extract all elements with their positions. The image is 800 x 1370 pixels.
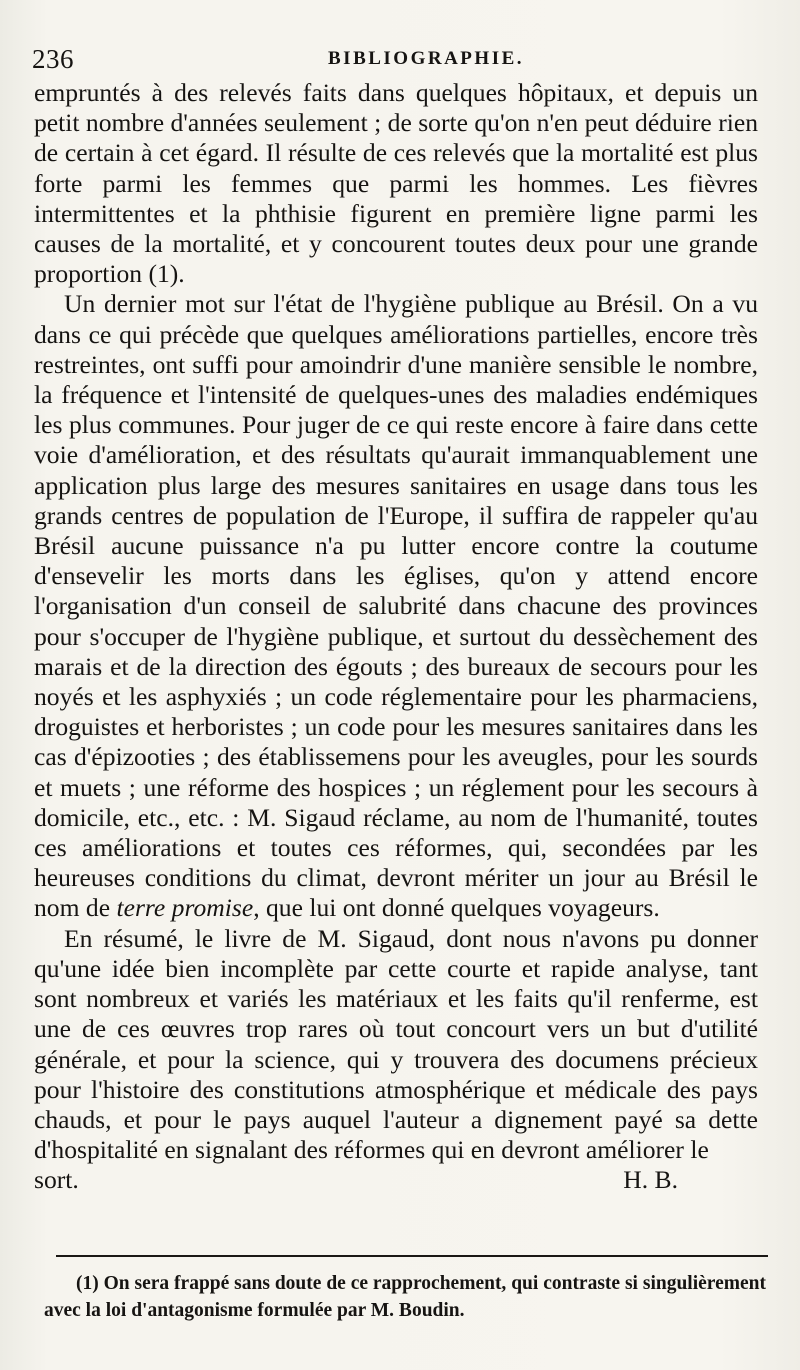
- closing-row: [34, 1165, 758, 1195]
- paragraph-1: empruntés à des relevés faits dans quelques hôpitaux, et depuis un petit nombre d'années seulement ; de sorte qu'on n'en peut déduire rien de certain à cet égard. Il résulte de ces relevés que la mortalité est plus forte parmi les femmes que parmi les hommes. Les fièvres intermittentes et la phthisie figurent en première ligne parmi les causes de la mortalité, et y concourent toutes deux pour une grande proportion (1).: [34, 78, 758, 289]
- paragraph-2: [34, 289, 758, 923]
- page-header: [32, 38, 764, 78]
- paragraph-2-end: , que lui ont donné quelques voyageurs.: [253, 893, 660, 923]
- signature: H. B.: [623, 1165, 678, 1195]
- closing-word: sort.: [34, 1165, 79, 1195]
- footnote-divider: [56, 1255, 768, 1257]
- page-number: 236: [32, 44, 74, 74]
- paragraph-2-text: Un dernier mot sur l'état de l'hygiène publique au Brésil. On a vu dans ce qui précède que quelques améliorations partielles, encore très restreintes, ont suffi pour amoindrir d'une manière sensible le nombre, la fréquence et l'intensité de quelques-unes des maladies endémiques les plus communes. Pour juger de ce qui reste encore à faire dans cette voie d'amélioration, et des résultats qu'aurait immanquablement une application plus large des mesures sanitaires en usage dans tous les grands centres de population de l'Europe, il suffira de rappeler qu'au Brésil aucune puissance n'a pu lutter encore contre la coutume d'ensevelir les morts dans les églises, qu'on y attend encore l'organisation d'un conseil de salubrité dans chacune des provinces pour s'occuper de l'hygiène publique, et surtout du dessèchement des marais et de la direction des égouts ; des bureaux de secours pour les noyés et les asphyxiés ; un code réglementaire pour les pharmaciens, droguistes et herboristes ; un code pour les mesures sanitaires dans les cas d'épizooties ; des établissemens pour les aveugles, pour les sourds et muets ; une réforme des hospices ; un réglement pour les secours à domicile, etc., etc. : M. Sigaud réclame, au nom de l'humanité, toutes ces améliorations et toutes ces réformes, qui, secondées par les heureuses conditions du climat, devront mériter un jour au Brésil le nom de: [34, 289, 758, 923]
- footnote: [44, 1270, 766, 1324]
- paragraph-3: En résumé, le livre de M. Sigaud, dont nous n'avons pu donner qu'une idée bien incomplète par cette courte et rapide analyse, tant sont nombreux et variés les matériaux et les faits qu'il renferme, est une de ces œuvres trop rares où tout concourt vers un but d'utilité générale, et pour la science, qui y trouvera des documens précieux pour l'histoire des constitutions atmosphérique et médicale des pays chauds, et pour le pays auquel l'auteur a dignement payé sa dette d'hospitalité en signalant des réformes qui en devront améliorer le: [34, 923, 758, 1165]
- running-head: BIBLIOGRAPHIE.: [328, 48, 525, 69]
- italic-phrase: terre promise: [116, 893, 254, 923]
- body-text: [34, 78, 758, 1196]
- footnote-text: (1) On sera frappé sans doute de ce rapprochement, qui contraste si singulièrement avec la loi d'antagonisme formulée par M. Boudin.: [44, 1273, 766, 1321]
